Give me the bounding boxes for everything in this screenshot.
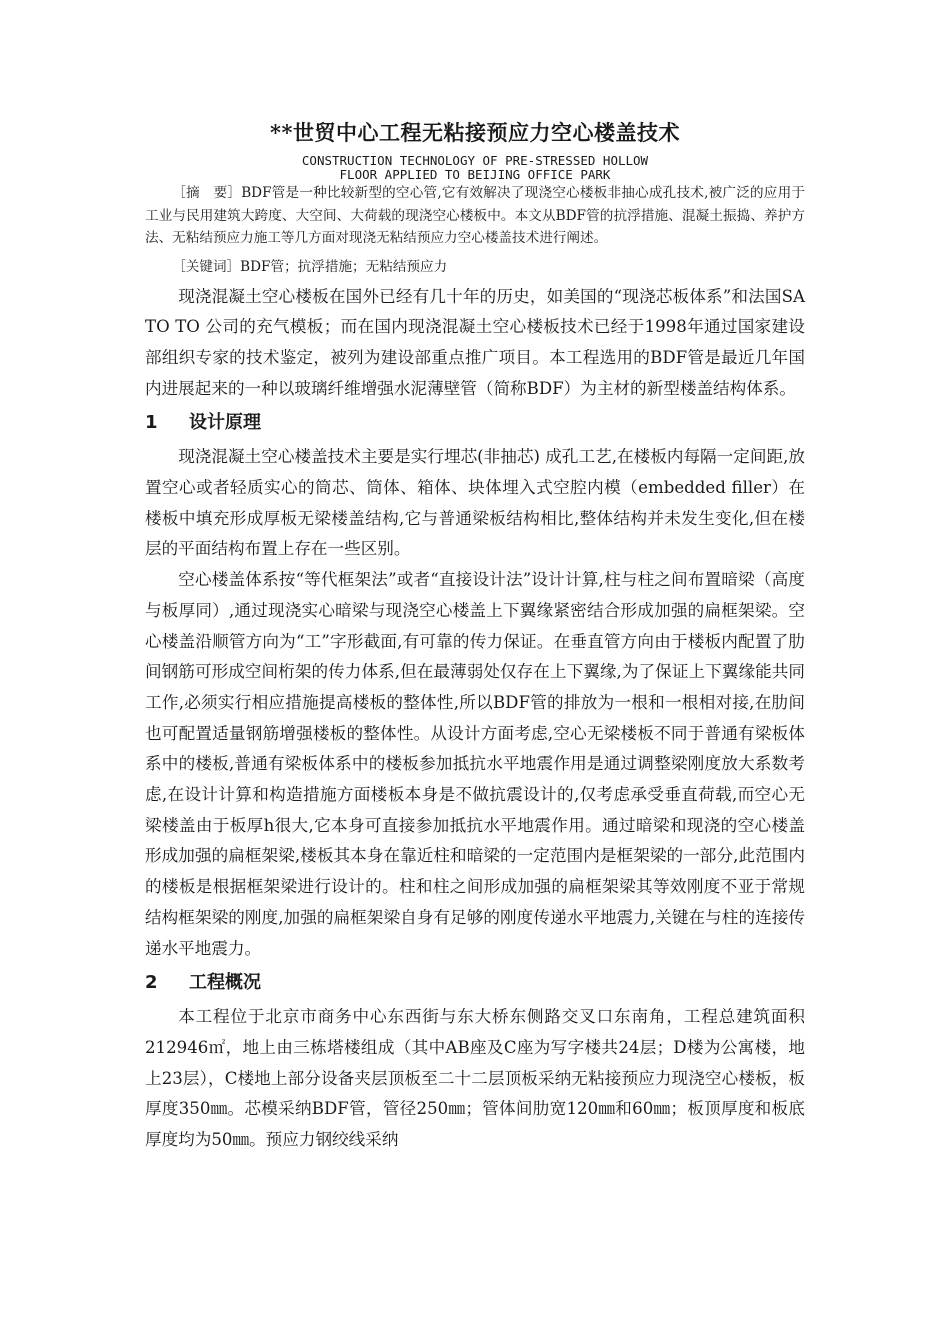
document-page <box>145 118 805 1156</box>
english-title-line-1: CONSTRUCTION TECHNOLOGY OF PRE-STRESSED HOLLOW <box>301 153 649 168</box>
section-number: 1 <box>145 412 158 434</box>
keywords: ［关键词］BDF管；抗浮措施；无粘结预应力 <box>172 258 448 275</box>
english-title-line-2: FLOOR APPLIED TO BEIJING OFFICE PARK <box>339 167 611 182</box>
section-2-paragraph: 本工程位于北京市商务中心东西街与东大桥东侧路交叉口东南角，工程总建筑面积212946㎡，地上由三栋塔楼组成（其中AB座及C座为写字楼共24层；D楼为公寓楼，地上23层），C楼地上部分设备夹层顶板至二十二层顶板采纳无粘接预应力现浇空心楼板，板厚度350㎜。芯模采纳BDF管，管径250㎜；管体间肋宽120㎜和60㎜；板顶厚度和板底厚度均为50㎜。预应力钢绞线采纳 <box>145 1007 805 1150</box>
intro-paragraph: 现浇混凝土空心楼板在国外已经有几十年的历史，如美国的“现浇芯板体系”和法国SA TO TO 公司的充气模板；而在国内现浇混凝土空心楼板技术已经于1998年通过国家建设部组织专家的技术鉴定，被列为建设部重点推广项目。本工程选用的BDF管是最近几年国内进展起来的一种以玻璃纤维增强水泥薄壁管（简称BDF）为主材的新型楼盖结构体系。 <box>145 286 805 398</box>
section-1-paragraph: 空心楼盖体系按“等代框架法”或者“直接设计法”设计计算,柱与柱之间布置暗梁（高度与板厚同）,通过现浇实心暗梁与现浇空心楼盖上下翼缘紧密结合形成加强的扁框架梁。空心楼盖沿顺管方向为“工”字形截面,有可靠的传力保证。在垂直管方向由于楼板内配置了肋间钢筋可形成空间桁架的传力体系,但在最薄弱处仅存在上下翼缘,为了保证上下翼缘能共同工作,必须实行相应措施提高楼板的整体性,所以BDF管的排放为一根和一根相对接,在肋间也可配置适量钢筋增强楼板的整体性。从设计方面考虑,空心无梁楼板不同于普通有梁板体系中的楼板,普通有梁板体系中的楼板参加抵抗水平地震作用是通过调整梁刚度放大系数考虑,在设计计算和构造措施方面楼板本身是不做抗震设计的,仅考虑承受垂直荷载,而空心无梁楼盖由于板厚h很大,它本身可直接参加抵抗水平地震作用。通过暗梁和现浇的空心楼盖形成加强的扁框架梁,楼板其本身在靠近柱和暗梁的一定范围内是框架梁的一部分,此范围内的楼板是根据框架梁进行设计的。柱和柱之间形成加强的扁框架梁其等效刚度不亚于常规结构框架梁的刚度,加强的扁框架梁自身有足够的刚度传递水平地震力,关键在与柱的连接传递水平地震力。 <box>145 570 805 958</box>
abstract: ［摘 要］BDF管是一种比较新型的空心管,它有效解决了现浇空心楼板非抽心成孔技术,被广泛的应用于工业与民用建筑大跨度、大空间、大荷载的现浇空心楼板中。本文从BDF管的抗浮措施、混凝土振捣、养护方法、无粘结预应力施工等几方面对现浇无粘结预应力空心楼盖技术进行阐述。 <box>145 185 805 246</box>
paper-title: **世贸中心工程无粘接预应力空心楼盖技术 <box>270 120 680 145</box>
section-number: 2 <box>145 972 158 994</box>
section-1-heading <box>145 406 805 440</box>
section-title: 工程概况 <box>189 972 261 994</box>
section-title: 设计原理 <box>189 412 261 434</box>
section-1-paragraph: 现浇混凝土空心楼盖技术主要是实行埋芯(非抽芯) 成孔工艺,在楼板内每隔一定间距,放置空心或者轻质实心的筒芯、筒体、箱体、块体埋入式空腔内模（embedded filler）在楼板中填充形成厚板无梁楼盖结构,它与普通梁板结构相比,整体结构并未发生变化,但在楼层的平面结构布置上存在一些区别。 <box>145 447 805 559</box>
section-2-heading <box>145 966 805 1000</box>
